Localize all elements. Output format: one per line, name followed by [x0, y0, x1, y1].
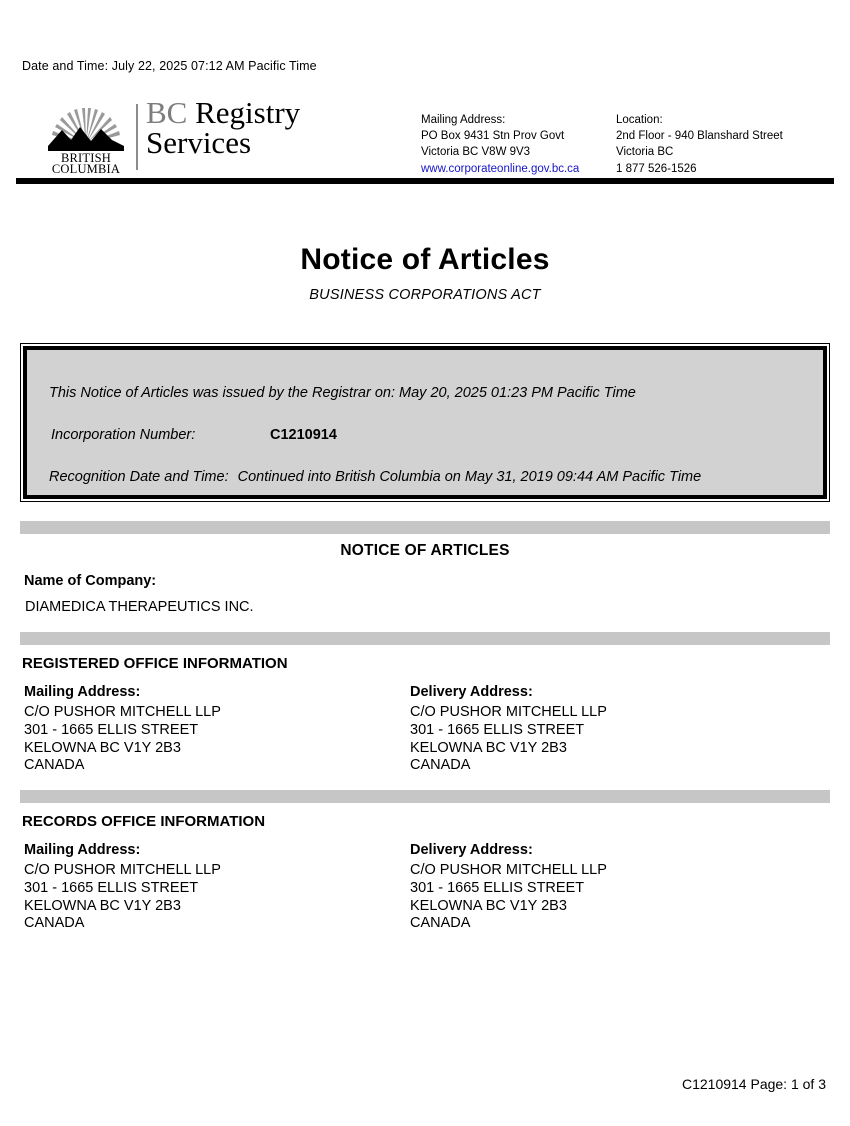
issuance-info-box	[20, 343, 830, 502]
incorporation-number-value: C1210914	[270, 427, 337, 443]
section-separator-band	[20, 790, 830, 803]
location-phone: 1 877 526-1526	[616, 162, 697, 175]
wordmark-bc: BC	[146, 95, 188, 130]
mailing-address-line1: PO Box 9431 Stn Prov Govt	[421, 130, 565, 143]
company-name-value: DIAMEDICA THERAPEUTICS INC.	[25, 599, 254, 615]
address-line: CANADA	[410, 915, 471, 932]
mailing-address-label: Mailing Address:	[421, 114, 506, 126]
recognition-date-value: Continued into British Columbia on May 31, 2019 09:44 AM Pacific Time	[237, 469, 702, 485]
svg-text:BRITISH: BRITISH	[60, 151, 112, 165]
page-footer: C1210914 Page: 1 of 3	[681, 1076, 826, 1092]
section-separator-band	[20, 521, 830, 534]
corporate-online-link[interactable]: www.corporateonline.gov.bc.ca	[421, 162, 580, 175]
delivery-address-title: Delivery Address:	[410, 684, 533, 700]
address-line: C/O PUSHOR MITCHELL LLP	[410, 704, 607, 720]
address-line: C/O PUSHOR MITCHELL LLP	[24, 862, 221, 878]
delivery-address-title: Delivery Address:	[410, 842, 533, 858]
date-and-time-line: Date and Time: July 22, 2025 07:12 AM Pacific Time	[22, 59, 317, 73]
mailing-address-line2: Victoria BC V8W 9V3	[421, 146, 531, 159]
bc-registry-logo	[44, 95, 301, 178]
address-line: C/O PUSHOR MITCHELL LLP	[24, 704, 221, 720]
address-line: KELOWNA BC V1Y 2B3	[410, 739, 567, 756]
address-line: CANADA	[410, 757, 471, 774]
svg-text:COLUMBIA: COLUMBIA	[51, 162, 121, 174]
wordmark-services: Services	[146, 125, 252, 161]
mailing-address-title: Mailing Address:	[24, 684, 141, 700]
address-line: KELOWNA BC V1Y 2B3	[24, 739, 181, 756]
location-block	[616, 112, 783, 177]
address-line: C/O PUSHOR MITCHELL LLP	[410, 862, 607, 878]
bc-registry-wordmark	[146, 95, 301, 161]
address-line: 301 - 1665 ELLIS STREET	[24, 879, 199, 896]
registered-office-delivery-address	[410, 684, 607, 775]
records-office-delivery-address	[410, 842, 607, 933]
logo-divider	[136, 104, 138, 170]
british-columbia-emblem-icon	[44, 102, 128, 174]
address-line: 301 - 1665 ELLIS STREET	[410, 721, 585, 738]
address-line: CANADA	[24, 757, 85, 774]
location-line1: 2nd Floor - 940 Blanshard Street	[616, 130, 783, 143]
page-title: Notice of Articles	[300, 243, 550, 276]
issuance-info-box-inner	[23, 346, 827, 499]
notice-of-articles-heading: NOTICE OF ARTICLES	[340, 542, 510, 559]
mailing-address-block	[421, 112, 579, 177]
address-line: 301 - 1665 ELLIS STREET	[24, 721, 199, 738]
registered-office-mailing-address	[24, 684, 221, 775]
records-office-mailing-address	[24, 842, 221, 933]
registered-office-heading: REGISTERED OFFICE INFORMATION	[22, 655, 288, 672]
section-separator-band	[20, 632, 830, 645]
company-name-label: Name of Company:	[24, 573, 157, 589]
page-subtitle: BUSINESS CORPORATIONS ACT	[309, 287, 541, 303]
wordmark-registry: Registry	[195, 95, 301, 130]
incorporation-number-row	[51, 427, 337, 443]
mailing-address-title: Mailing Address:	[24, 842, 141, 858]
address-line: KELOWNA BC V1Y 2B3	[24, 897, 181, 914]
address-line: KELOWNA BC V1Y 2B3	[410, 897, 567, 914]
location-line2: Victoria BC	[616, 146, 674, 159]
location-label: Location:	[616, 114, 663, 126]
recognition-date-label: Recognition Date and Time:	[49, 469, 229, 485]
address-line: CANADA	[24, 915, 85, 932]
incorporation-number-label: Incorporation Number:	[51, 427, 196, 443]
records-office-heading: RECORDS OFFICE INFORMATION	[22, 813, 266, 830]
issued-statement: This Notice of Articles was issued by the Registrar on: May 20, 2025 01:23 PM Pacific Time	[49, 385, 636, 401]
document-header	[0, 95, 850, 182]
header-rule-divider	[16, 178, 834, 184]
recognition-date-row	[49, 469, 701, 485]
address-line: 301 - 1665 ELLIS STREET	[410, 879, 585, 896]
